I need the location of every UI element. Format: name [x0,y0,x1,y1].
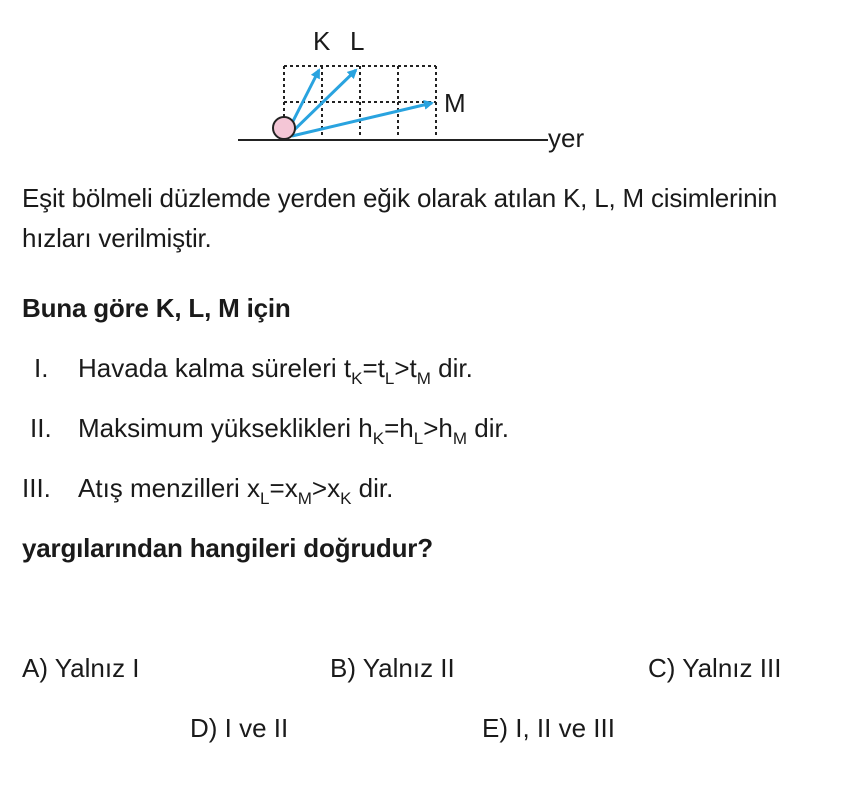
problem-intro: Eşit bölmeli düzlemde yerden eğik olarak atılan K, L, M cisimlerinin hızları verilmiştir. [22,183,778,253]
subscript: L [384,369,395,388]
label-l: L [350,26,365,56]
label-ground: yer [548,123,585,153]
subscript: K [340,489,352,508]
subscript: K [372,429,385,448]
choice-b[interactable]: B) Yalnız II [330,653,455,683]
variable: x [247,473,261,503]
statement-text: Maksimum yükseklikleri [78,413,359,443]
label-k: K [313,26,331,56]
variable: h [438,413,453,443]
variable: x [327,473,341,503]
statement-tail: dir. [467,413,509,443]
label-m: M [444,88,466,118]
question-closing: yargılarından hangileri doğrudur? [22,533,433,563]
statement-tail: dir. [351,473,394,503]
variable: h [358,413,373,443]
projectile-figure [0,0,866,170]
variable: t [343,353,352,383]
statement-numeral: I. [34,353,49,383]
choice-e[interactable]: E) I, II ve III [482,713,615,743]
operator: > [394,353,410,383]
choice-a[interactable]: A) Yalnız I [22,653,140,683]
subscript: K [351,369,363,388]
operator: = [269,473,285,503]
velocity-arrow-m [292,103,432,136]
statement-text: Atış menzilleri [78,473,248,503]
statement-numeral: II. [30,413,52,443]
variable: t [409,353,417,383]
statement-numeral: III. [22,473,51,503]
dotted-grid [284,66,436,138]
question-lead: Buna göre K, L, M için [22,293,291,323]
variable: t [377,353,385,383]
variable: h [399,413,414,443]
operator: = [384,413,400,443]
choice-d[interactable]: D) I ve II [190,713,289,743]
statement-text: Havada kalma süreleri [78,353,344,383]
variable: x [284,473,298,503]
projectile-ball [273,117,295,139]
subscript: M [297,489,312,508]
subscript: M [452,429,468,448]
statement-3 [22,468,393,508]
statement-tail: dir. [430,353,473,383]
operator: = [362,353,378,383]
choice-c[interactable]: C) Yalnız III [648,653,782,683]
statement-2 [30,408,509,448]
statement-1 [34,348,473,388]
operator: > [423,413,439,443]
operator: > [311,473,328,503]
subscript: L [260,489,270,508]
subscript: L [413,429,424,448]
subscript: M [416,369,431,388]
